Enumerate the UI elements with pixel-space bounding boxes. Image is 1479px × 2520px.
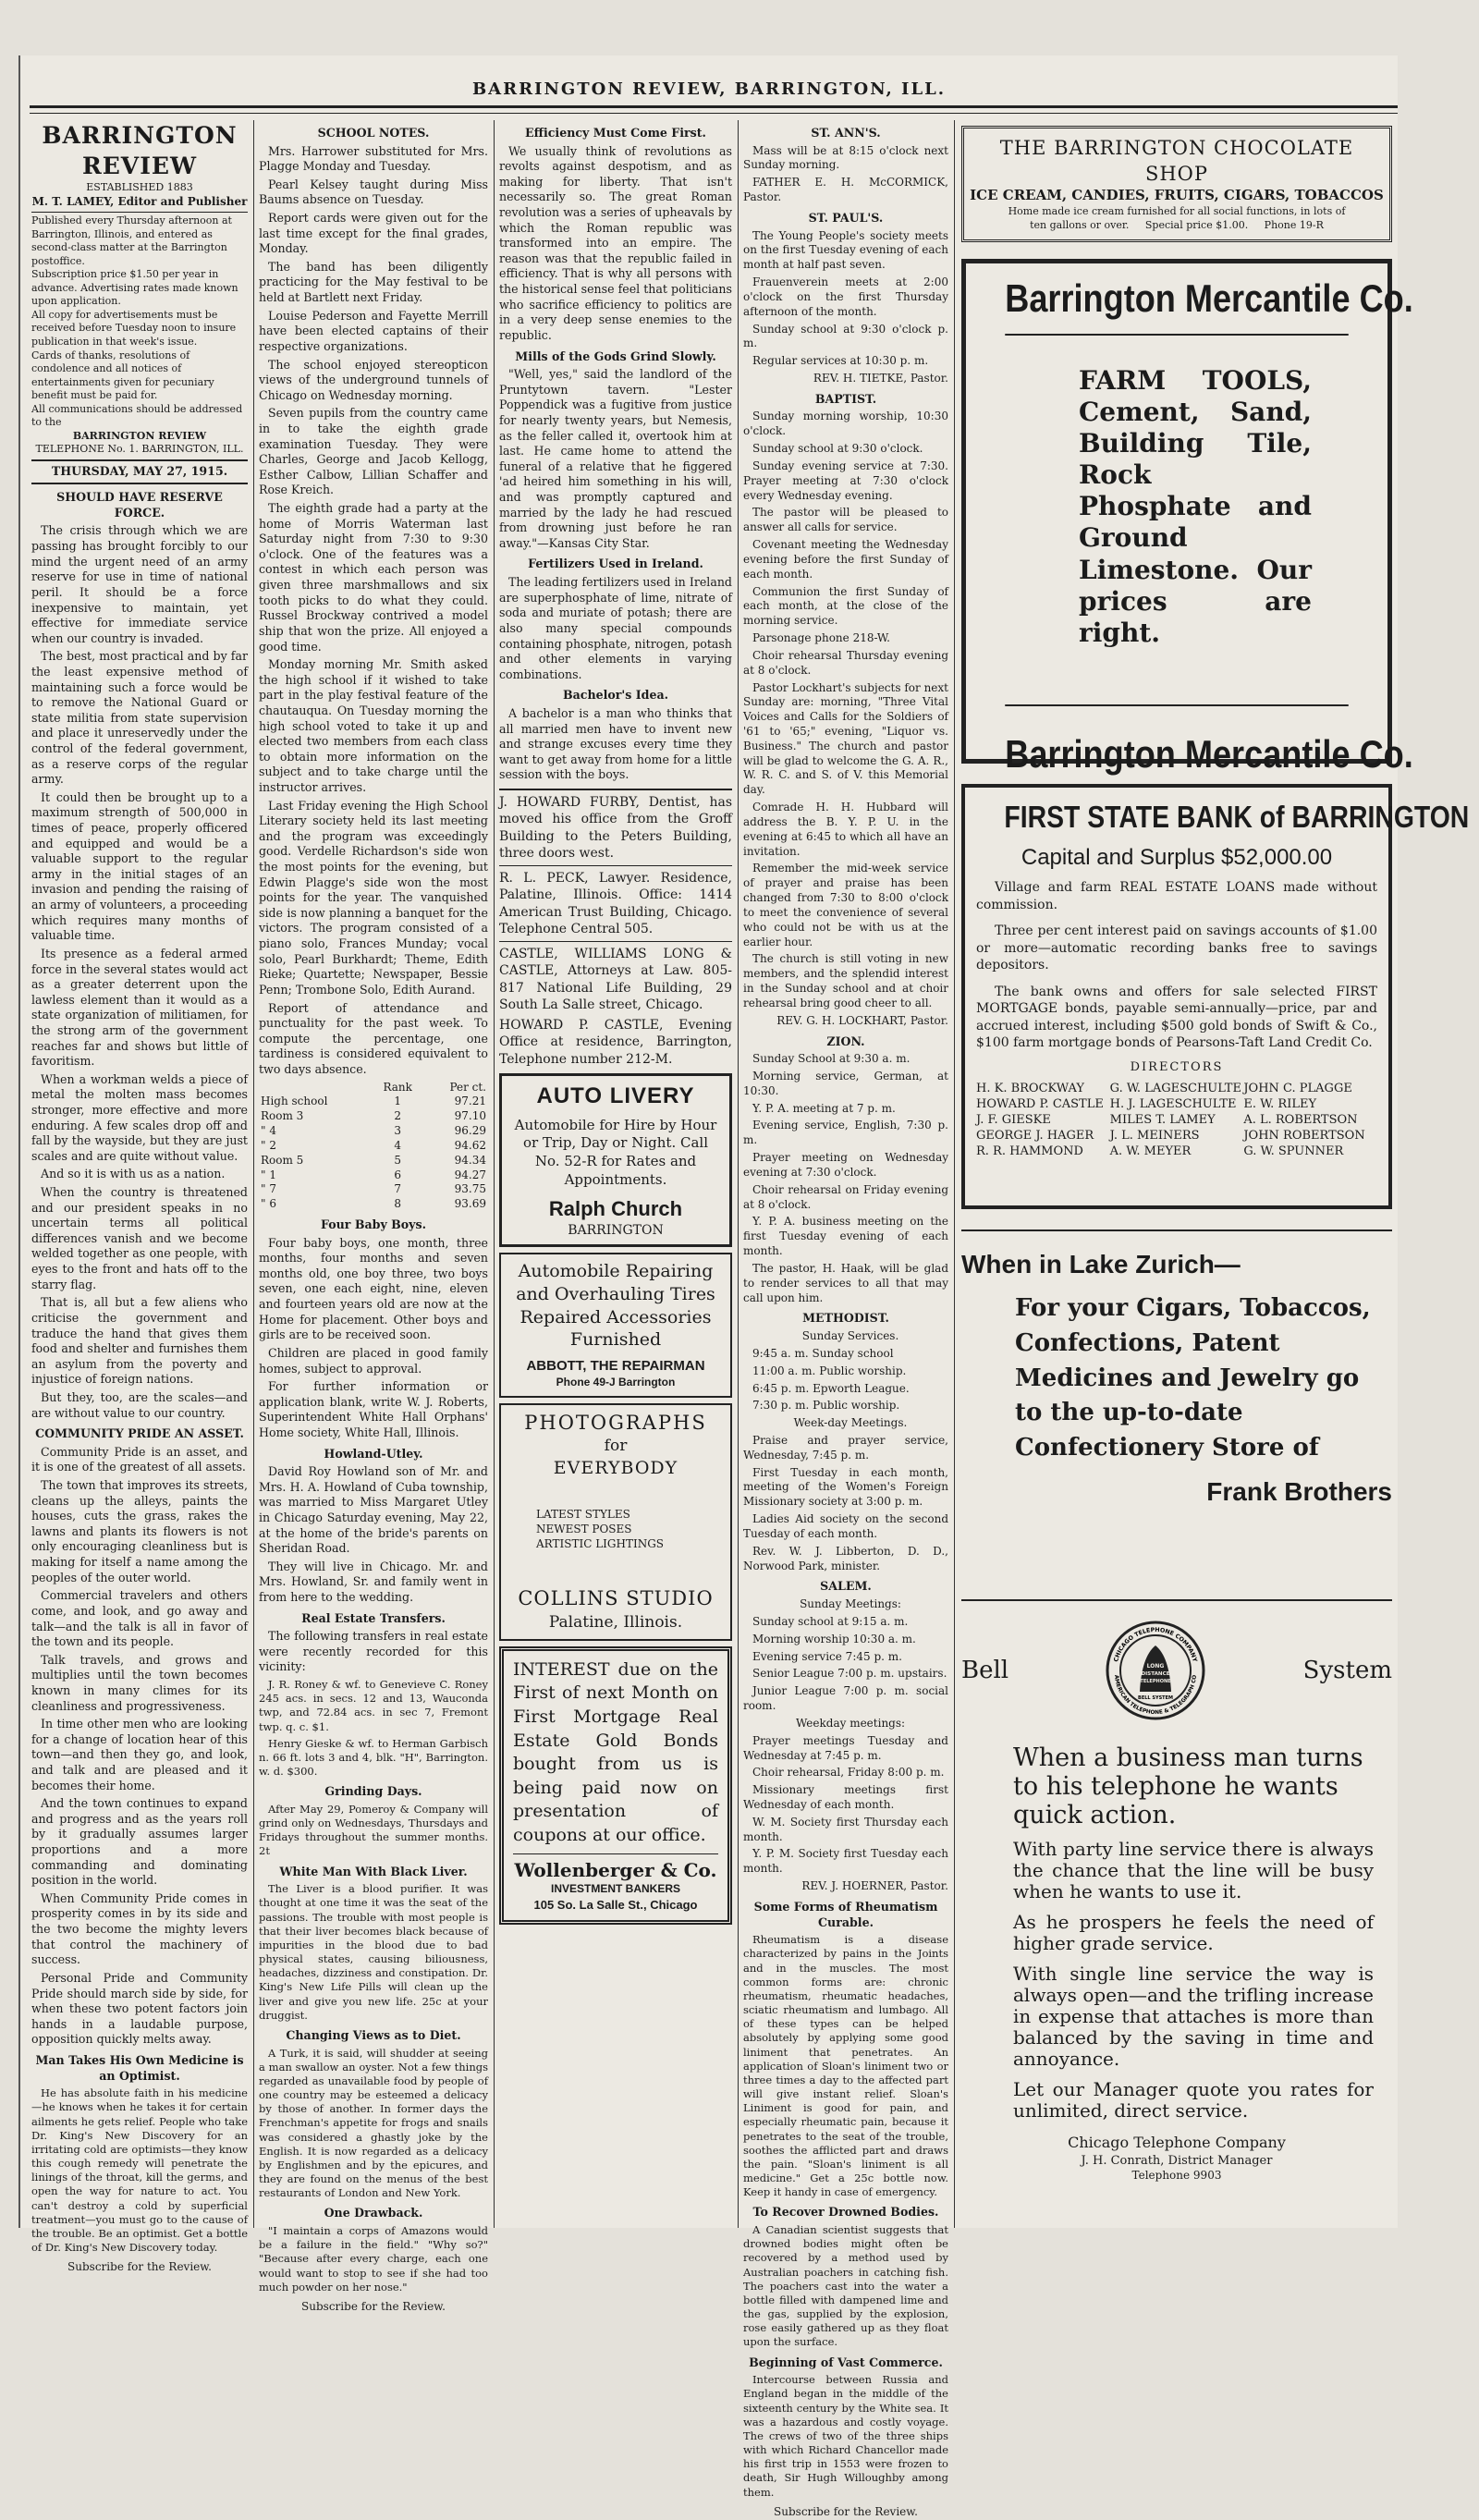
article-paragraph: He has absolute faith in his medicine—he knows when he takes it for certain ailments he gets relief. People who take Dr. King's New Discovery for an irritating cold are optimists—they know this cough remedy will penetrate the linings of the throat, kill the germs, and open the way for nature to act. You can't destroy a cold by superficial treatment—you must go to the cause of the trouble. Be an optimist. Get a bottle of Dr. King's New Discovery today. <box>31 2086 248 2255</box>
article-paragraph: David Roy Howland son of Mr. and Mrs. H. A. Howland of Cuba township, was married to Miss Margaret Utley in Chicago Saturday evening, May 22, at the home of the bride's parents on Sheridan Road. <box>259 1464 488 1556</box>
article-paragraph: The Liver is a blood purifier. It was thought at one time it was the seat of the passions. The trouble with most people is that their liver becomes black because of impurities in the blood due to bad physical states, causing biliousness, headaches, dizziness and constipation. Dr. King's New Life Pills will clean up the liver and give you new life. 25c at your druggist. <box>259 1882 488 2022</box>
church-line: Regular services at 10:30 p. m. <box>752 354 929 368</box>
table-header-cell: Per ct. <box>449 1080 486 1094</box>
table-cell: 94.62 <box>454 1138 486 1152</box>
table-row <box>259 1154 488 1168</box>
article-paragraph: The eighth grade had a party at the home of Morris Waterman last Saturday night from 7:30 to 9:30 o'clock. One of the features was a contest in which each person was given three marshmallows and six tooth picks to do what they could. Russel Brockway contrived a model ship that won the prize. All enjoyed a good time. <box>259 501 488 654</box>
ad-text: Three per cent interest paid on savings accounts of $1.00 or more—automatic recording banks free to savings depositors. <box>976 924 1377 973</box>
church-line: Covenant meeting the Wednesday evening before the first Sunday of each month. <box>743 538 948 581</box>
column-4 <box>743 120 948 2518</box>
church-line: 9:45 a. m. Sunday school <box>752 1346 894 1360</box>
table-header-row <box>259 1081 488 1095</box>
article-paragraph: Talk travels, and grows and multiplies until the town becomes known in many climes for its cleanliness and progressiveness. <box>31 1652 248 1713</box>
article-paragraph: Children are placed in good family homes, subject to approval. <box>259 1345 488 1376</box>
church-line: Sunday school at 9:30 o'clock p. m. <box>743 322 948 350</box>
attendance-rows <box>259 1095 488 1212</box>
article-paragraph: We usually think of revolutions as revolts against despotism, and as making for liberty. That isn't necessarily so. The great Roman revolution was a series of upheavals by which the Roman republic was transformed into an empire. The reason was that the republic failed in efficiency. That is why all persons with the historical sense feel that politicians who sacrifice efficiency to politics are in a very deep sense enemies to the republic. <box>499 143 732 342</box>
masthead-notice: Subscription price $1.50 per year in advance. Advertising rates made known upon application. <box>31 268 238 308</box>
article-paragraph: For further information or application blank, write W. J. Roberts, Superintendent White Hall Orphans' Home society, White Hall, Illinois. <box>259 1379 488 1439</box>
ad-body: Automobile Repairing and Overhauling Tires Repaired Accessories Furnished <box>516 1261 715 1351</box>
article-paragraph: A Canadian scientist suggests that drowned bodies might often be recovered by a method used by Australian poachers in catching fish. The poachers cast into the water a bottle filled with dampened lime and the gas, supplied by the explosion, rose easily gathered up as they float upon the surface. <box>743 2223 948 2349</box>
bell-text: As he prospers he feels the need of higher grade service. <box>1013 1911 1374 1955</box>
running-head: BARRINGTON REVIEW, BARRINGTON, ILL. <box>471 80 947 99</box>
church-line: The Young People's society meets on the first Tuesday evening of each month at half past seven. <box>743 228 948 272</box>
table-row <box>259 1197 488 1212</box>
article-headline: Beginning of Vast Commerce. <box>749 2355 943 2369</box>
church-line: Frauenverein meets at 2:00 o'clock on the first Thursday afternoon of the month. <box>743 275 948 318</box>
card-text: CASTLE, WILLIAMS LONG & CASTLE, Attorneys at Law. 805-817 National Life Building, 29 South La Salle street, Chicago. <box>499 946 732 1013</box>
article-headline: Fertilizers Used in Ireland. <box>528 557 703 571</box>
bell-header <box>961 1620 1392 1721</box>
newspaper-page <box>18 55 1470 2518</box>
director-name: MILES T. LAMEY <box>1109 1113 1216 1128</box>
director-name: J. F. GIESKE <box>976 1113 1051 1128</box>
table-cell: 93.69 <box>454 1197 486 1211</box>
masthead-notice: All copy for advertisements must be received before Tuesday noon to insure publication in that week's issue. <box>31 308 237 348</box>
article-paragraph: But they, too, are the scales—and are without value to our country. <box>31 1389 248 1420</box>
bell-telephone: Telephone 9903 <box>1131 2168 1222 2182</box>
ad-text: ten gallons or over. Special price $1.00. Phone 19-R <box>1030 218 1324 231</box>
church-line: Pastor Lockhart's subjects for next Sunday are: morning, "Three Vital Voices and Calls for the Soldiers of '61 to '65;" evening, "Liquor vs. Business." The church and pastor will be glad to welcome the G. A. R., W. R. C. and S. of V. this Memorial day. <box>743 680 948 797</box>
ad-name: ABBOTT, THE REPAIRMAN <box>526 1358 705 1375</box>
ad-text: INVESTMENT BANKERS <box>550 1882 680 1896</box>
article-paragraph: Mrs. Harrower substituted for Mrs. Plagge Monday and Tuesday. <box>259 143 488 174</box>
table-cell: 3 <box>394 1124 402 1138</box>
church-line: Comrade H. H. Hubbard will address the B. Y. P. U. in the evening at 6:45 to which all have an invitation. <box>743 801 948 858</box>
article-headline: Some Forms of Rheumatism Curable. <box>753 1899 938 1929</box>
table-cell: 94.34 <box>454 1153 486 1167</box>
ad-text: NEWEST POSES <box>536 1522 632 1535</box>
church-line: 7:30 p. m. Public worship. <box>752 1399 900 1413</box>
article-headline: One Drawback. <box>324 2206 423 2220</box>
church-line: Morning service, German, at 10:30. <box>743 1069 948 1097</box>
ad-wollenberger <box>499 1646 732 1926</box>
church-line: First Tuesday in each month, meeting of the Women's Foreign Missionary society at 3:00 p. m. <box>743 1465 948 1509</box>
table-row <box>259 1139 488 1154</box>
ad-name: Barrington Mercantile Co. <box>1005 704 1349 779</box>
ad-text: LATEST STYLES <box>536 1507 630 1521</box>
table-cell: 5 <box>394 1153 402 1167</box>
ad-chocolate-shop <box>961 126 1392 242</box>
column-1 <box>31 120 248 2274</box>
article-paragraph: Commercial travelers and others come, and look, and go away and talk—and the talk is all in favor of the town and its people. <box>31 1588 248 1649</box>
church-line: Weekday meetings: <box>795 1716 906 1730</box>
article-headline: Real Estate Transfers. <box>301 1610 446 1625</box>
article-paragraph: When Community Pride comes in prosperity comes in by its side and the two become the mighty levers that control the machinery of success. <box>31 1890 248 1967</box>
article-headline: To Recover Drowned Bodies. <box>752 2205 939 2220</box>
ad-town: Palatine, Illinois. <box>548 1613 683 1633</box>
church-line: Sunday Services. <box>801 1329 899 1343</box>
bell-manager: J. H. Conrath, District Manager <box>1081 2153 1273 2168</box>
top-rule <box>30 105 1398 108</box>
article-paragraph: Community Pride is an asset, and it is one of the greatest of all assets. <box>31 1444 248 1474</box>
article-paragraph: When a workman welds a piece of metal the molten mass becomes stronger, more effective and more enduring. A few scales drop off and fall by the wayside, but they are just scales and are quite without value. <box>31 1071 248 1163</box>
director-name: H. K. BROCKWAY <box>976 1081 1084 1095</box>
director-name: A. L. ROBERTSON <box>1243 1113 1358 1128</box>
article-headline: COMMUNITY PRIDE AN ASSET. <box>35 1426 244 1441</box>
article-paragraph: Report of attendance and punctuality for the past week. To compute the percentage, one tardiness is considered equivalent to two days absence. <box>259 1000 488 1076</box>
column-footer: Subscribe for the Review. <box>774 2504 918 2518</box>
masthead <box>31 120 248 484</box>
article-headline: Howland-Utley. <box>324 1446 423 1461</box>
seal-bell-text: TELEPHONE <box>1140 1679 1171 1685</box>
article-headline: SHOULD HAVE RESERVE FORCE. <box>56 490 223 520</box>
ad-title: PHOTOGRAPHS <box>524 1411 707 1434</box>
table-cell: " 4 <box>261 1124 276 1138</box>
ad-name: Wollenberger & Co. <box>513 1853 718 1882</box>
director-name: HOWARD P. CASTLE <box>976 1097 1104 1112</box>
attendance-table <box>259 1081 488 1212</box>
column-3 <box>499 120 732 2223</box>
masthead-notice: BARRINGTON REVIEW <box>72 429 207 442</box>
director-name: E. W. RILEY <box>1243 1097 1317 1112</box>
ad-body: For your Cigars, Tobaccos, Confections, Patent Medicines and Jewelry go to the up-to-date Confectionery Store of <box>1015 1294 1371 1462</box>
church-line: Sunday Meetings: <box>800 1597 901 1611</box>
church-line: Week-day Meetings. <box>793 1416 908 1430</box>
table-row <box>259 1124 488 1139</box>
masthead-established: ESTABLISHED 1883 <box>86 181 193 193</box>
table-cell: " 6 <box>261 1197 276 1211</box>
article-paragraph: Last Friday evening the High School Literary society held its last meeting and the program was exceedingly good. Verdelle Richardson's side won the most points for the evening, but Edwin Plagge's side won the most points for the year. The vanquished side is now planning a banquet for the victors. The program consisted of a piano solo, Frances Munday; vocal solo, Pearl Burkhardt; Theme, Edith Rieke; Quartette; Newspaper, Bessie Penn; Trombone Solo, Edith Aurand. <box>259 798 488 997</box>
issue-date: THURSDAY, MAY 27, 1915. <box>31 459 248 480</box>
church-line: Mass will be at 8:15 o'clock next Sunday morning. <box>743 143 948 172</box>
article-paragraph: A Turk, it is said, will shudder at seeing a man swallow an oyster. Not a few things regarded as unavailable food by people of one country may be esteemed a delicacy by those of another. In former days the Frenchman's appetite for frogs and snails was considered a ghastly joke by the English. It is now regarded as a delicacy by Englishmen and by the epicures, and they are found on the menus of the best restaurants of London and New York. <box>259 2046 488 2200</box>
ad-capital: Capital and Surplus $52,000.00 <box>1021 844 1333 870</box>
ad-bell-system <box>961 1599 1392 2183</box>
table-cell: 7 <box>394 1182 402 1196</box>
article-paragraph: It could then be brought up to a maximum strength of 500,000 in times of peace, properly officered and equipped and would be a valuable support to the regular army in the initial stages of an invasion and pending the raising of an army of volunteers, a proceeding which requires many months of valuable time. <box>31 789 248 943</box>
church-line: Sunday school at 9:30 o'clock. <box>752 442 923 456</box>
article-paragraph: That is, all but a few aliens who criticise the government and traduce the hand that gives them food and shelter and furnishes them an asylum from the poverty and injustice of foreign nations. <box>31 1295 248 1387</box>
masthead-notice: Published every Thursday afternoon at Barrington, Illinois, and entered as second-class matter at the Barrington postoffice. <box>31 212 248 268</box>
article-paragraph: And so it is with us as a nation. <box>41 1167 226 1181</box>
bell-text: With party line service there is always the chance that the line will be busy when he wants to use it. <box>1013 1838 1374 1903</box>
card-text: R. L. PECK, Lawyer. Residence, Palatine, Illinois. Office: 1414 American Trust Building, Chicago. Telephone Central 505. <box>499 870 732 937</box>
table-cell: 93.75 <box>454 1182 486 1196</box>
article-paragraph: Report cards were given out for the last time except for the final grades, Monday. <box>259 211 488 256</box>
church-line: Ladies Aid society on the second Tuesday of each month. <box>743 1512 948 1540</box>
column-2 <box>259 120 488 2313</box>
article-paragraph: "Well, yes," said the landlord of the Pruntytown tavern. "Lester Poppendick was a fugitive from justice for nearly twenty years, but Nemesis, as the feller called it, overtook him at last. He came home to attend the funeral of a relative that he figgered 'ad heired him something in his will, and was promptly captured and married by the lady he had rescued from drowning just before he ran away."—Kansas City Star. <box>499 367 732 550</box>
church-line: Praise and prayer service, Wednesday, 7:45 p. m. <box>743 1433 948 1462</box>
card-text: J. HOWARD FURBY, Dentist, has moved his office from the Groff Building to the Peters Building, three doors west. <box>499 794 732 862</box>
ad-title: THE BARRINGTON CHOCOLATE SHOP <box>999 137 1354 185</box>
seal-bell-text: DISTANCE <box>1141 1671 1170 1678</box>
ad-text: for <box>604 1437 628 1456</box>
article-headline: Man Takes His Own Medicine is an Optimist. <box>35 2052 244 2083</box>
column-rule <box>494 120 495 2228</box>
article-paragraph: The school enjoyed stereopticon views of the underground tunnels of Chicago on Wednesday morning. <box>259 357 488 402</box>
article-headline: Efficiency Must Come First. <box>525 126 706 140</box>
bell-text: Let our Manager quote you rates for unlimited, direct service. <box>1013 2078 1374 2122</box>
table-cell: 94.27 <box>454 1168 486 1181</box>
masthead-notice: Cards of thanks, resolutions of condolence and all notices of entertainments given for pecuniary benefit must be paid for. <box>31 349 214 402</box>
table-row <box>259 1168 488 1183</box>
church-pastor: REV. G. H. LOCKHART, Pastor. <box>776 1013 948 1027</box>
director-name: JOHN ROBERTSON <box>1243 1129 1365 1144</box>
ad-text: ARTISTIC LIGHTINGS <box>536 1536 665 1550</box>
church-line: W. M. Society first Thursday each month. <box>743 1815 948 1843</box>
ad-mercantile <box>961 259 1413 777</box>
church-line: The church is still voting in new members, and the splendid interest in the Sunday school and at choir rehearsal bring good cheer to all. <box>743 952 948 1009</box>
ad-photographs <box>499 1403 732 1641</box>
seal-bell-system: BELL SYSTEM <box>1138 1695 1174 1702</box>
table-cell: Room 5 <box>261 1153 304 1167</box>
director-name: GEORGE J. HAGER <box>976 1129 1094 1144</box>
church-line: Rev. W. J. Libberton, D. D., Norwood Park, minister. <box>743 1544 948 1572</box>
ad-text: EVERYBODY <box>553 1457 678 1478</box>
masthead-telephone: TELEPHONE No. 1. BARRINGTON, ILL. <box>35 443 244 456</box>
card-peck <box>499 865 732 938</box>
table-header-cell <box>259 1081 372 1095</box>
masthead-notice: All communications should be addressed to the <box>31 402 243 429</box>
table-cell: " 1 <box>261 1168 276 1181</box>
ad-body: Automobile for Hire by Hour or Trip, Day or Night. Call No. 52-R for Rates and Appointments. <box>514 1116 717 1189</box>
table-row <box>259 1095 488 1109</box>
ad-name: Frank Brothers <box>1206 1476 1392 1506</box>
church-headline: SALEM. <box>820 1579 872 1594</box>
table-cell: 8 <box>394 1197 402 1211</box>
table-row <box>259 1182 488 1197</box>
article-paragraph: Intercourse between Russia and England began in the middle of the sixteenth century by the White sea. It was a hazardous and costly voyage. The crews of two of the three ships with which Richard Chancellor made his first trip in 1553 were frozen to death, Sir Hugh Willoughby among them. <box>743 2373 948 2499</box>
table-cell: High school <box>261 1095 328 1108</box>
bell-seal-icon <box>1105 1620 1206 1721</box>
church-pastor: REV. H. TIETKE, Pastor. <box>813 371 948 385</box>
card-castle <box>499 941 732 1068</box>
church-headline: ZION. <box>826 1034 865 1048</box>
article-paragraph: J. R. Roney & wf. to Genevieve C. Roney 245 acs. in secs. 12 and 13, Wauconda twp, and 72.84 acs. in sec 7, Fremont twp. q. c. $1. <box>259 1678 488 1733</box>
article-paragraph: Henry Gieske & wf. to Herman Garbisch n. 66 ft. lots 3 and 4, blk. "H", Barrington. w. d. $300. <box>259 1736 488 1779</box>
article-paragraph: The following transfers in real estate were recently recorded for this vicinity: <box>259 1629 488 1674</box>
church-line: Missionary meetings first Wednesday of each month. <box>743 1783 948 1811</box>
ad-name: Barrington Mercantile Co. <box>1005 273 1349 335</box>
church-headline: METHODIST. <box>802 1311 889 1326</box>
ad-title: AUTO LIVERY <box>536 1083 695 1109</box>
bell-company: Chicago Telephone Company <box>1068 2134 1286 2152</box>
church-line: Y. P. A. business meeting on the first Tuesday evening of each month. <box>743 1215 948 1258</box>
bell-label: System <box>1302 1657 1392 1685</box>
masthead-editor: M. T. LAMEY, Editor and Publisher <box>31 194 248 208</box>
ad-text: Home made ice cream furnished for all social functions, in lots of <box>1008 205 1346 218</box>
church-line: Choir rehearsal, Friday 8:00 p. m. <box>752 1766 945 1780</box>
ad-items: ICE CREAM, CANDIES, FRUITS, CIGARS, TOBACCOS <box>970 187 1384 204</box>
ad-body: INTEREST due on the First of next Month on First Mortgage Real Estate Gold Bonds bought from us is being paid now on presentation of coupons at our office. <box>513 1658 718 1846</box>
directors-list <box>976 1081 1377 1160</box>
table-cell: 4 <box>394 1138 402 1152</box>
church-line: Choir rehearsal on Friday evening at 8 o'clock. <box>743 1182 948 1211</box>
article-headline: SCHOOL NOTES. <box>317 126 430 140</box>
church-line: Evening service 7:45 p. m. <box>752 1649 902 1663</box>
church-line: Sunday morning worship, 10:30 o'clock. <box>743 410 948 438</box>
article-paragraph: Four baby boys, one month, three months, four months and seven months old, one boy three, two boys seven, one each eight, nine, eleven and fourteen years old are now at the Home for placement. Other boys and girls are to be received soon. <box>259 1235 488 1342</box>
table-cell: 1 <box>394 1095 402 1108</box>
article-paragraph: Monday morning Mr. Smith asked the high school if it wished to take part in the play festival feature of the chautauqua. On Tuesday morning the high school voted to take it up and elected two members from each class to obtain more information on the subject and to take charge until the instructor arrives. <box>259 657 488 794</box>
church-line: Prayer meetings Tuesday and Wednesday at 7:45 p. m. <box>743 1733 948 1762</box>
church-line: Y. P. A. meeting at 7 p. m. <box>752 1101 896 1115</box>
director-name: JOHN C. PLAGGE <box>1243 1081 1352 1095</box>
table-cell: " 7 <box>261 1182 276 1196</box>
church-line: Senior League 7:00 p. m. upstairs. <box>752 1667 947 1681</box>
bell-headline: When a business man turns to his telephone he wants quick action. <box>1013 1743 1363 1830</box>
ad-name: COLLINS STUDIO <box>518 1587 714 1610</box>
church-line: 6:45 p. m. Epworth League. <box>752 1381 910 1395</box>
ad-text: The bank owns and offers for sale selected FIRST MORTGAGE bonds, payable semi-annually—price, par and accrued interest, including $500 gold bonds of Swift & Co., $100 farm mortgage bonds of Pearsons-Taft Land Credit Co. <box>976 984 1377 1051</box>
article-paragraph: After May 29, Pomeroy & Company will grind only on Wednesdays, Thursdays and Fridays throughout the summer months. 2t <box>259 1802 488 1858</box>
table-header-cell: Rank <box>383 1080 412 1094</box>
article-headline: Four Baby Boys. <box>321 1217 426 1232</box>
ad-first-state-bank <box>961 784 1470 1209</box>
article-headline: Mills of the Gods Grind Slowly. <box>515 349 716 363</box>
church-line: Communion the first Sunday of each month, at the close of the morning service. <box>743 584 948 628</box>
director-name: A. W. MEYER <box>1109 1144 1192 1159</box>
director-name: G. W. LAGESCHULTE <box>1109 1081 1241 1095</box>
church-pastor: REV. J. HOERNER, Pastor. <box>801 1879 948 1893</box>
church-line: Y. P. M. Society first Tuesday each month. <box>743 1847 948 1876</box>
table-cell: 2 <box>394 1109 402 1123</box>
table-cell: 96.29 <box>454 1124 486 1138</box>
article-headline: Grinding Days. <box>324 1784 422 1799</box>
article-headline: Changing Views as to Diet. <box>286 2027 461 2042</box>
ad-directors-title: DIRECTORS <box>1130 1059 1224 1074</box>
ad-town: BARRINGTON <box>568 1222 664 1238</box>
column-footer: Subscribe for the Review. <box>67 2260 212 2274</box>
article-paragraph: The crisis through which we are passing has brought forcibly to our mind the urgent need of an army reserve for use in time of national peril. It should be a force inexpensive to maintain, yet effective for immediate service when our country is invaded. <box>31 523 248 645</box>
column-footer: Subscribe for the Review. <box>301 2299 446 2313</box>
article-paragraph: Seven pupils from the country came in to take the eighth grade examination Tuesday. They were Charles, George and Jacob Kellogg, Esther Calbow, Lillian Schaffer and Rose Kreich. <box>259 406 488 497</box>
article-paragraph: Pearl Kelsey taught during Miss Baums absence on Tuesday. <box>259 177 488 207</box>
director-name: J. L. MEINERS <box>1109 1129 1200 1144</box>
ad-address: 105 So. La Salle St., Chicago <box>533 1897 698 1912</box>
director-name: H. J. LAGESCHULTE <box>1109 1097 1237 1112</box>
article-headline: White Man With Black Liver. <box>279 1864 468 1878</box>
bell-label: Bell <box>961 1657 1009 1685</box>
church-line: Sunday school at 9:15 a. m. <box>752 1614 909 1628</box>
church-line: FATHER E. H. McCORMICK, Pastor. <box>743 176 948 204</box>
church-line: Parsonage phone 218-W. <box>752 631 890 645</box>
ad-heading: When in Lake Zurich— <box>961 1250 1241 1279</box>
director-name: G. W. SPUNNER <box>1243 1144 1344 1159</box>
article-paragraph: The best, most practical and by far the least expensive method of maintaining such a force would be to remove the National Guard or state militia from state supervision and place it unreservedly under the control of the federal government, as a reserve corps of the regular army. <box>31 649 248 787</box>
ad-repair <box>499 1253 732 1397</box>
church-line: Evening service, English, 7:30 p. m. <box>743 1119 948 1147</box>
ad-frank-brothers <box>961 1229 1392 1599</box>
article-paragraph: They will live in Chicago. Mr. and Mrs. Howland, Sr. and family went in from here to the wedding. <box>259 1559 488 1605</box>
article-paragraph: When the country is threatened and our president speaks in no uncertain terms all political differences vanish and we become welded together as one people, with eyes to the front and hats off to the starry flag. <box>31 1185 248 1291</box>
table-row <box>259 1109 488 1124</box>
article-paragraph: The town that improves its streets, cleans up the alleys, paints the houses, cuts the grass, rakes the lawns and plants its flowers is not only encouraging cleanliness but is making for itself a name among the peoples of the outer world. <box>31 1478 248 1584</box>
card-furby <box>499 789 732 862</box>
church-line: Sunday evening service at 7:30. Prayer meeting at 7:30 o'clock every Wednesday evening. <box>743 459 948 502</box>
top-rule-thin <box>30 113 1398 114</box>
column-rule <box>954 120 955 2228</box>
church-headline: BAPTIST. <box>814 391 877 406</box>
article-paragraph: And the town continues to expand and progress and as the years roll by it gradually assumes larger proportions and a more commanding and dominating position in the world. <box>31 1796 248 1888</box>
table-cell: 6 <box>394 1168 402 1181</box>
church-headline: ST. PAUL'S. <box>808 210 884 225</box>
church-line: The pastor, H. Haak, will be glad to render services to all that may call upon him. <box>743 1261 948 1304</box>
church-line: Remember the mid-week service of prayer and praise has been changed from 7:30 to 8:00 o'clock to meet the convenience of several who could not be with us at the earlier hour. <box>743 862 948 948</box>
seal-text-top: CHICAGO TELEPHONE COMPANY <box>1113 1627 1199 1663</box>
bell-text: With single line service the way is always open—and the trifling increase in expense that attaches is more than balanced by the saving in time and annoyance. <box>1013 1963 1374 2071</box>
article-paragraph: A bachelor is a man who thinks that all married men have to invent new and strange excuses every time they want to get away from home for a little session with the boys. <box>499 705 732 782</box>
ad-name: Ralph Church <box>548 1196 683 1220</box>
church-line: Sunday School at 9:30 a. m. <box>752 1052 911 1066</box>
director-name: R. R. HAMMOND <box>976 1144 1083 1159</box>
ad-text: Village and farm REAL ESTATE LOANS made without commission. <box>976 880 1377 912</box>
table-cell: 97.21 <box>454 1095 486 1108</box>
masthead-title: BARRINGTON REVIEW <box>42 122 238 179</box>
ad-title: FIRST STATE BANK of BARRINGTON <box>1004 800 1470 835</box>
church-line: Junior League 7:00 p. m. social room. <box>743 1684 948 1713</box>
article-paragraph: Personal Pride and Community Pride should march side by side, for when these two potent factors join hands in a laudable purpose, opposition quickly melts away. <box>31 1970 248 2047</box>
article-paragraph: In time other men who are looking for a change of location hear of this town—and then they go, and look, and talk and are pleased and it becomes their home. <box>31 1717 248 1792</box>
article-paragraph: Its presence as a federal armed force in the several states would act as a greater deterrent upon the lawless element than it would as a state organization of militiamen, for the strong arm of the government reaches far and shows but little of favoritism. <box>31 946 248 1069</box>
ads-column <box>961 120 1470 2223</box>
column-rule <box>738 120 739 2228</box>
church-line: 11:00 a. m. Public worship. <box>752 1364 907 1377</box>
article-headline: Bachelor's Idea. <box>562 688 669 703</box>
article-paragraph: The band has been diligently practicing for the May festival to be held at Bartlett next Friday. <box>259 259 488 305</box>
seal-text-bottom: AMERICAN TELEPHONE & TELEGRAPH CO <box>1113 1674 1199 1717</box>
table-cell: " 2 <box>261 1138 276 1152</box>
table-cell: Room 3 <box>261 1109 304 1123</box>
article-paragraph: Louise Pederson and Fayette Merrill have been elected captains of their respective organizations. <box>259 308 488 353</box>
church-line: Morning worship 10:30 a. m. <box>752 1632 916 1645</box>
ad-auto-livery <box>499 1073 732 1247</box>
card-text: HOWARD P. CASTLE, Evening Office at residence, Barrington, Telephone number 212-M. <box>499 1017 732 1067</box>
church-line: Choir rehearsal Thursday evening at 8 o'clock. <box>743 648 948 677</box>
article-paragraph: The leading fertilizers used in Ireland are superphosphate of lime, nitrate of soda and muriate of potash; there are also many special compounds containing phosphate, nitrogen, potash and other elements in varying combinations. <box>499 575 732 681</box>
ad-phone: Phone 49-J Barrington <box>556 1375 676 1388</box>
seal-bell-text: LONG <box>1147 1663 1165 1670</box>
church-line: Prayer meeting on Wednesday evening at 7:30 o'clock. <box>743 1151 948 1179</box>
article-paragraph: "I maintain a corps of Amazons would be a failure in the field." "Why so?" "Because after every charge, each one would want to stop to see if she had too much powder on her nose." <box>259 2224 488 2294</box>
church-headline: ST. ANN'S. <box>811 126 881 140</box>
table-cell: 97.10 <box>454 1109 486 1123</box>
column-rule <box>253 120 254 2228</box>
ad-body: FARM TOOLS, Cement, Sand, Building Tile, Rock Phosphate and Ground Limestone. Our prices are right. <box>1079 364 1312 648</box>
church-line: The pastor will be pleased to answer all calls for service. <box>743 506 948 534</box>
article-paragraph: Rheumatism is a disease characterized by pains in the Joints and in the muscles. The most common forms are: chronic rheumatism, rheumatic headaches, sciatic rheumatism and lumbago. All of these types can be helped absolutely by applying some good liniment that penetrates. An application of Sloan's liniment two or three times a day to the affected part will give instant relief. Sloan's Liniment is good for pain, and especially rheumatic pain, because it penetrates to the seat of the trouble, soothes the afflicted part and draws the pain. "Sloan's liniment is all medicine." Get a 25c bottle now. Keep it handy in case of emergency. <box>743 1933 948 2199</box>
